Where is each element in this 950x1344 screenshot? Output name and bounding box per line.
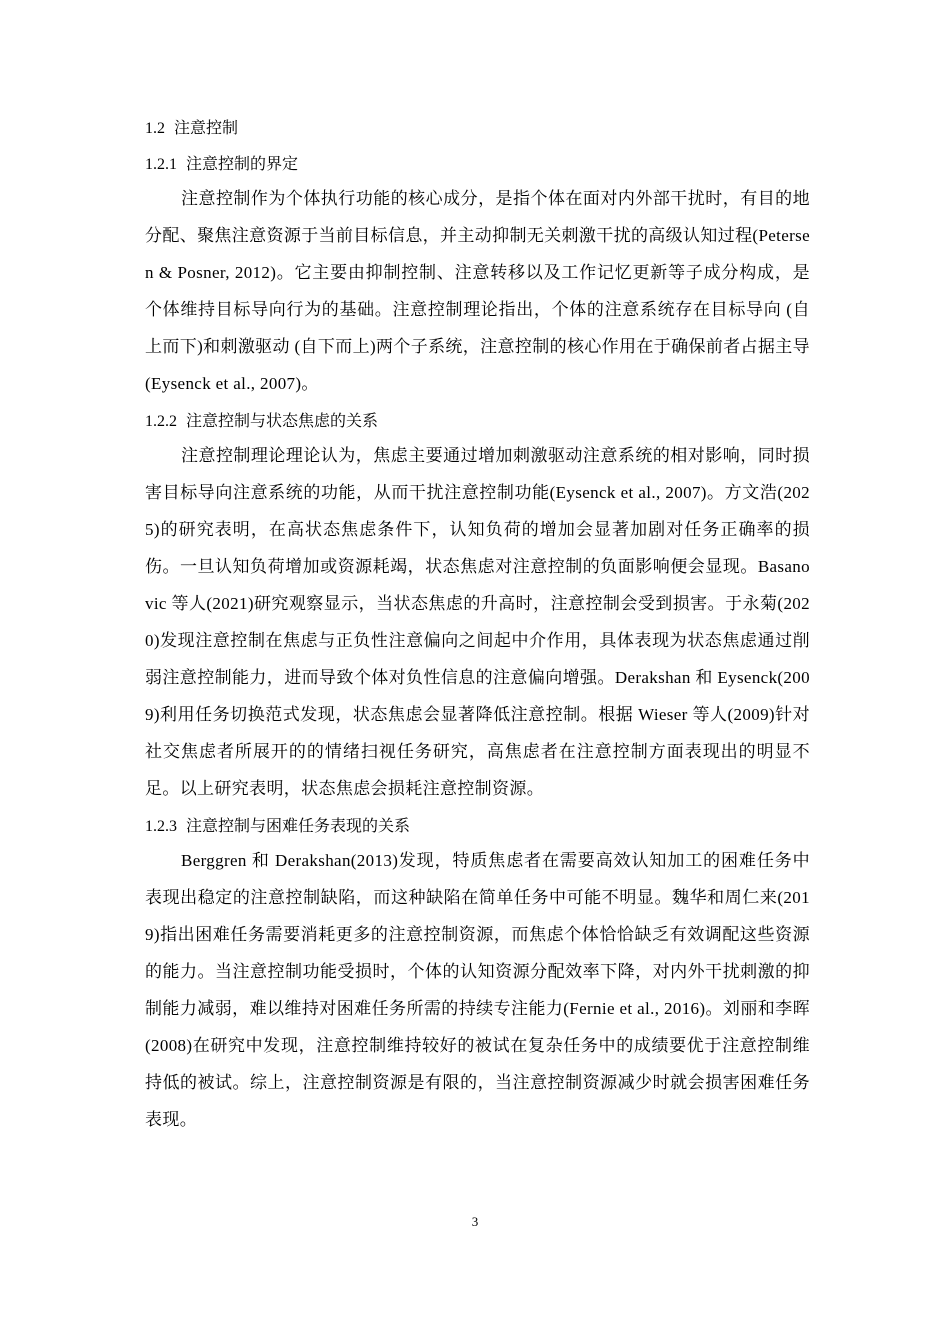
page-body xyxy=(145,115,810,1138)
subsection-heading-1-2-1 xyxy=(145,151,810,177)
section-number: 1.2 xyxy=(145,120,165,137)
paragraph-state-anxiety: 注意控制理论理论认为，焦虑主要通过增加刺激驱动注意系统的相对影响，同时损害目标导向注意系统的功能，从而干扰注意控制功能(Eysenck et al., 2007)。方文浩(2025)的研究表明，在高状态焦虑条件下，认知负荷的增加会显著加剧对任务正确率的损伤。一旦认知负荷增加或资源耗竭，状态焦虑对注意控制的负面影响便会显现。Basanovic 等人(2021)研究观察显示，当状态焦虑的升高时，注意控制会受到损害。于永菊(2020)发现注意控制在焦虑与正负性注意偏向之间起中介作用，具体表现为状态焦虑通过削弱注意控制能力，进而导致个体对负性信息的注意偏向增强。Derakshan 和 Eysenck(2009)利用任务切换范式发现，状态焦虑会显著降低注意控制。根据 Wieser 等人(2009)针对社交焦虑者所展开的的情绪扫视任务研究，高焦虑者在注意控制方面表现出的明显不足。以上研究表明，状态焦虑会损耗注意控制资源。 xyxy=(145,446,810,798)
subsection-number: 1.2.3 xyxy=(145,818,177,835)
section-heading xyxy=(145,115,810,141)
subsection-heading-1-2-2 xyxy=(145,408,810,434)
subsection-title: 注意控制与困难任务表现的关系 xyxy=(186,816,411,835)
paragraph-definition: 注意控制作为个体执行功能的核心成分，是指个体在面对内外部干扰时，有目的地分配、聚焦注意资源于当前目标信息，并主动抑制无关刺激干扰的高级认知过程(Petersen & Posner, 2012)。它主要由抑制控制、注意转移以及工作记忆更新等子成分构成，是个体维持目标导向行为的基础。注意控制理论指出，个体的注意系统存在目标导向 (自上而下)和刺激驱动 (自下而上)两个子系统，注意控制的核心作用在于确保前者占据主导(Eysenck et al., 2007)。 xyxy=(145,189,810,393)
subsection-number: 1.2.2 xyxy=(145,413,177,430)
subsection-number: 1.2.1 xyxy=(145,156,177,173)
paragraph-difficult-task: Berggren 和 Derakshan(2013)发现，特质焦虑者在需要高效认知加工的困难任务中表现出稳定的注意控制缺陷，而这种缺陷在简单任务中可能不明显。魏华和周仁来(2019)指出困难任务需要消耗更多的注意控制资源，而焦虑个体恰恰缺乏有效调配这些资源的能力。当注意控制功能受损时，个体的认知资源分配效率下降，对内外干扰刺激的抑制能力减弱，难以维持对困难任务所需的持续专注能力(Fernie et al., 2016)。刘丽和李晖(2008)在研究中发现，注意控制维持较好的被试在复杂任务中的成绩要优于注意控制维持低的被试。综上，注意控制资源是有限的，当注意控制资源减少时就会损害困难任务表现。 xyxy=(145,851,810,1129)
page-number: 3 xyxy=(471,1214,479,1229)
subsection-title: 注意控制的界定 xyxy=(186,154,299,173)
subsection-heading-1-2-3 xyxy=(145,813,810,839)
subsection-title: 注意控制与状态焦虑的关系 xyxy=(186,411,379,430)
section-title: 注意控制 xyxy=(174,118,239,137)
